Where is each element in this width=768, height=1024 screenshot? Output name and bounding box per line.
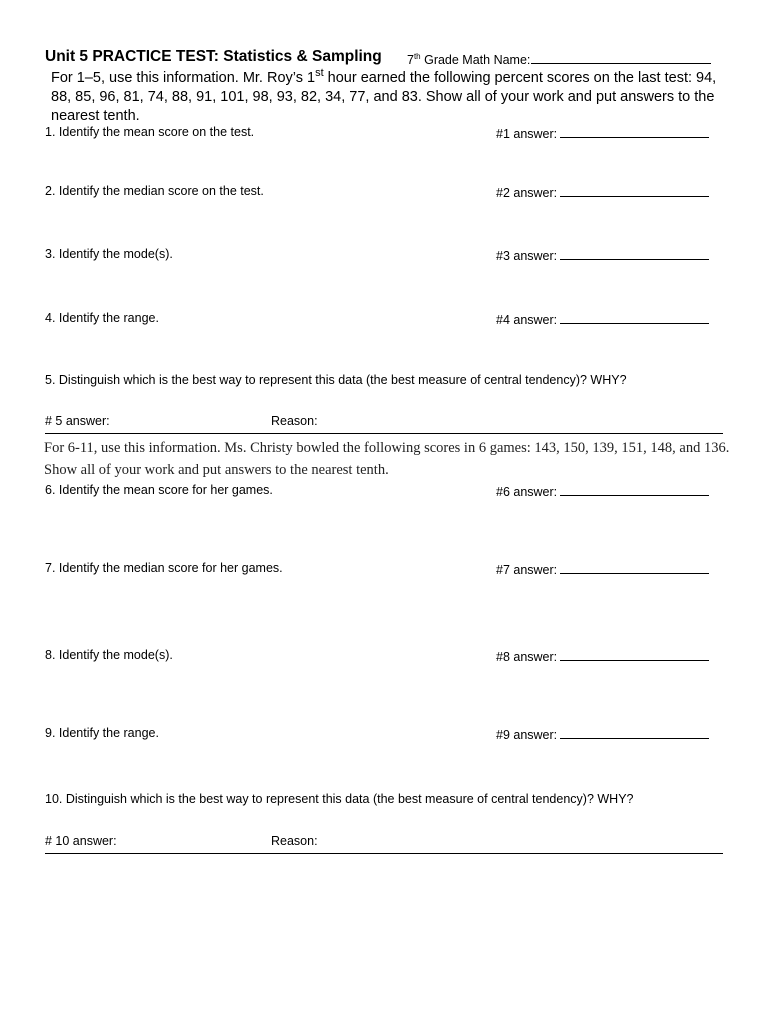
question-5: 5. Distinguish which is the best way to represent this data (the best measure of central tendency)? WHY? bbox=[45, 373, 627, 387]
question-10: 10. Distinguish which is the best way to represent this data (the best measure of central tendency)? WHY? bbox=[45, 792, 634, 806]
question-9: 9. Identify the range. bbox=[45, 726, 159, 740]
grade-number: 7 bbox=[407, 53, 414, 67]
answer-9-blank[interactable] bbox=[560, 726, 709, 739]
answer-4-blank[interactable] bbox=[560, 311, 709, 324]
answer-4-field bbox=[496, 311, 709, 327]
answer-6-label: #6 answer: bbox=[496, 485, 558, 499]
answer-1-label: #1 answer: bbox=[496, 127, 558, 141]
answer-2-label: #2 answer: bbox=[496, 186, 558, 200]
part1-intro-text-b: hour earned the following percent scores on the last test: 94, 88, 85, 96, 81, 74, 88, 91, 101, 98, 93, 82, 34, 77, and 83. Show all of your work and put answers to the nearest tenth. bbox=[51, 70, 717, 124]
answer-3-label: #3 answer: bbox=[496, 249, 558, 263]
part2-instructions: For 6-11, use this information. Ms. Christy bowled the following scores in 6 games: 143, 150, 139, 151, 148, and 136. Show all of your work and put answers to the nearest tenth. bbox=[44, 440, 730, 478]
question-1: 1. Identify the mean score on the test. bbox=[45, 125, 255, 139]
answer-10-line[interactable] bbox=[45, 853, 723, 854]
answer-1-field bbox=[496, 125, 709, 141]
answer-4-label: #4 answer: bbox=[496, 313, 558, 327]
question-7: 7. Identify the median score for her games. bbox=[45, 561, 283, 575]
answer-8-blank[interactable] bbox=[560, 648, 709, 661]
name-blank-line[interactable] bbox=[531, 51, 711, 64]
part1-intro-text-a: For 1–5, use this information. Mr. Roy’s 1 bbox=[51, 70, 316, 86]
reason-5-label: Reason: bbox=[271, 414, 318, 428]
question-6: 6. Identify the mean score for her games. bbox=[45, 483, 273, 497]
grade-superscript: th bbox=[413, 51, 421, 61]
page-title: Unit 5 PRACTICE TEST: Statistics & Sampling bbox=[45, 48, 382, 65]
answer-5-label: # 5 answer: bbox=[45, 414, 110, 428]
answer-3-field bbox=[496, 247, 709, 263]
name-label: Grade Math Name: bbox=[420, 53, 531, 67]
grade-name-field bbox=[407, 51, 711, 67]
answer-6-blank[interactable] bbox=[560, 483, 709, 496]
answer-7-label: #7 answer: bbox=[496, 563, 558, 577]
answer-6-field bbox=[496, 483, 709, 499]
answer-2-blank[interactable] bbox=[560, 184, 709, 197]
answer-3-blank[interactable] bbox=[560, 247, 709, 260]
part1-intro-superscript: st bbox=[315, 67, 324, 80]
question-4: 4. Identify the range. bbox=[45, 311, 159, 325]
answer-7-field bbox=[496, 561, 709, 577]
answer-10-label: # 10 answer: bbox=[45, 834, 117, 848]
part1-instructions bbox=[51, 69, 731, 126]
answer-5-line[interactable] bbox=[45, 433, 723, 434]
answer-1-blank[interactable] bbox=[560, 125, 709, 138]
answer-2-field bbox=[496, 184, 709, 200]
answer-8-label: #8 answer: bbox=[496, 650, 558, 664]
question-8: 8. Identify the mode(s). bbox=[45, 648, 173, 662]
answer-9-label: #9 answer: bbox=[496, 728, 558, 742]
answer-7-blank[interactable] bbox=[560, 561, 709, 574]
question-2: 2. Identify the median score on the test. bbox=[45, 184, 264, 198]
question-3: 3. Identify the mode(s). bbox=[45, 247, 173, 261]
answer-8-field bbox=[496, 648, 709, 664]
answer-9-field bbox=[496, 726, 709, 742]
reason-10-label: Reason: bbox=[271, 834, 318, 848]
